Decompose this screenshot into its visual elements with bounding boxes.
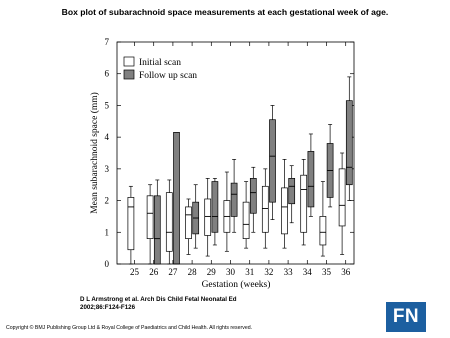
box-iqr (243, 202, 249, 238)
box-iqr (262, 186, 268, 232)
x-tick-label: 31 (245, 267, 255, 277)
initial-scan-box (186, 199, 192, 255)
box-iqr (205, 199, 211, 235)
follow-up-scan-box (289, 166, 295, 223)
x-tick-label: 36 (341, 267, 351, 277)
y-tick-label: 0 (104, 259, 109, 269)
legend-swatch-followup (124, 70, 134, 79)
initial-scan-box (262, 169, 268, 248)
legend-label-followup: Follow up scan (139, 71, 198, 81)
y-tick-label: 7 (104, 37, 109, 47)
box-iqr (301, 175, 307, 232)
follow-up-scan-box (154, 180, 160, 264)
initial-scan-box (166, 180, 172, 264)
journal-logo: FN (386, 302, 426, 332)
box-iqr (270, 120, 276, 202)
x-axis-label: Gestation (weeks) (201, 280, 271, 290)
box-iqr (212, 182, 218, 233)
follow-up-scan-box (231, 159, 237, 232)
box-iqr (346, 101, 352, 185)
box-iqr (282, 188, 288, 234)
legend-swatch-initial (124, 57, 134, 66)
x-tick-label: 32 (264, 267, 274, 277)
x-tick-label: 26 (149, 267, 159, 277)
x-tick-label: 33 (283, 267, 293, 277)
box-iqr (231, 183, 237, 216)
page-title: Box plot of subarachnoid space measurements at each gestational week of age. (61, 7, 389, 17)
y-tick-label: 2 (104, 195, 109, 206)
y-tick-label: 6 (104, 68, 109, 79)
x-tick-label: 29 (206, 267, 216, 277)
x-tick-label: 34 (302, 267, 312, 277)
y-axis-label: Mean subarachnoid space (mm) (90, 92, 100, 214)
follow-up-scan-box (250, 167, 256, 232)
initial-scan-box (320, 182, 326, 257)
box-iqr (186, 207, 192, 239)
follow-up-scan-box (346, 77, 352, 201)
copyright-notice: Copyright © BMJ Publishing Group Ltd & Royal College of Paediatrics and Child Health. All rights reserved. (6, 325, 253, 331)
box-iqr (339, 169, 345, 226)
x-tick-label: 35 (322, 267, 331, 277)
initial-scan-box (205, 178, 211, 256)
box-iqr (308, 151, 314, 207)
initial-scan-box (339, 153, 345, 254)
x-tick-label: 30 (226, 267, 235, 277)
follow-up-scan-box (174, 132, 180, 264)
box-iqr (154, 196, 160, 264)
initial-scan-box (128, 186, 134, 264)
legend-label-initial: Initial scan (139, 58, 181, 68)
follow-up-scan-box (270, 105, 276, 219)
y-tick-label: 4 (104, 132, 109, 143)
initial-scan-box (282, 159, 288, 248)
initial-scan-box (243, 182, 249, 249)
follow-up-scan-box (212, 178, 218, 245)
box-iqr (174, 132, 180, 264)
follow-up-scan-box (308, 134, 314, 216)
initial-scan-box (147, 185, 153, 264)
box-iqr (320, 216, 326, 245)
x-tick-label: 28 (187, 267, 197, 277)
citation (80, 296, 237, 312)
follow-up-scan-box (327, 124, 333, 206)
initial-scan-box (224, 172, 230, 251)
y-tick-label: 3 (104, 163, 109, 174)
box-iqr (147, 196, 153, 239)
citation-line-1: D L Armstrong et al. Arch Dis Child Fetal Neonatal Ed (80, 296, 237, 303)
y-tick-label: 1 (104, 227, 109, 238)
box-iqr (128, 197, 134, 249)
x-tick-label: 25 (130, 267, 139, 277)
box-series (128, 77, 352, 264)
box-iqr (289, 178, 295, 203)
legend (124, 57, 197, 81)
x-tick-label: 27 (168, 267, 178, 277)
box-iqr (166, 193, 172, 252)
follow-up-scan-box (193, 185, 199, 248)
box-iqr (250, 178, 256, 213)
citation-line-2: 2002;86:F124-F126 (80, 304, 136, 311)
y-tick-label: 5 (104, 100, 109, 111)
initial-scan-box (301, 159, 307, 245)
